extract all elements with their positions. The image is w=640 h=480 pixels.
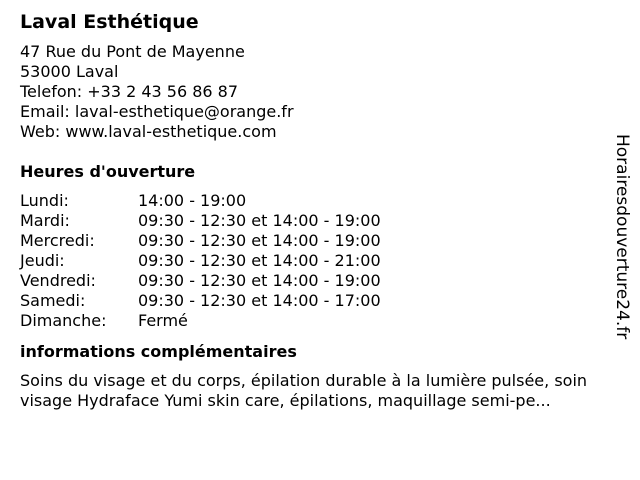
business-card xyxy=(20,10,610,411)
website: Web: www.laval-esthetique.com xyxy=(20,122,277,141)
hours-row-tuesday xyxy=(20,211,610,231)
opening-time: 09:30 - 12:30 et 14:00 - 21:00 xyxy=(138,251,381,270)
hours-row-monday xyxy=(20,191,610,211)
day-label: Lundi: xyxy=(20,191,69,210)
hours-row-friday xyxy=(20,271,610,291)
opening-time: 09:30 - 12:30 et 14:00 - 19:00 xyxy=(138,231,381,250)
info-description: Soins du visage et du corps, épilation durable à la lumière pulsée, soin visage Hydraface Yumi skin care, épilations, maquillage semi-pe... xyxy=(20,371,588,410)
opening-time: Fermé xyxy=(138,311,188,330)
day-label: Mercredi: xyxy=(20,231,95,250)
hours-row-sunday xyxy=(20,311,610,331)
watermark-text: Horairesdouverture24.fr xyxy=(612,134,632,340)
opening-time: 14:00 - 19:00 xyxy=(138,191,247,210)
day-label: Dimanche: xyxy=(20,311,107,330)
email-address: Email: laval-esthetique@orange.fr xyxy=(20,102,294,121)
info-heading: informations complémentaires xyxy=(20,342,297,361)
hours-heading: Heures d'ouverture xyxy=(20,162,196,181)
day-label: Vendredi: xyxy=(20,271,96,290)
address-street: 47 Rue du Pont de Mayenne xyxy=(20,42,245,61)
opening-time: 09:30 - 12:30 et 14:00 - 19:00 xyxy=(138,211,381,230)
phone-number: Telefon: +33 2 43 56 86 87 xyxy=(20,82,239,101)
hours-row-thursday xyxy=(20,251,610,271)
day-label: Mardi: xyxy=(20,211,70,230)
address-city: 53000 Laval xyxy=(20,62,119,81)
opening-time: 09:30 - 12:30 et 14:00 - 19:00 xyxy=(138,271,381,290)
day-label: Jeudi: xyxy=(20,251,65,270)
hours-row-wednesday xyxy=(20,231,610,251)
day-label: Samedi: xyxy=(20,291,86,310)
opening-time: 09:30 - 12:30 et 14:00 - 17:00 xyxy=(138,291,381,310)
business-name: Laval Esthétique xyxy=(20,11,199,33)
hours-row-saturday xyxy=(20,291,610,311)
